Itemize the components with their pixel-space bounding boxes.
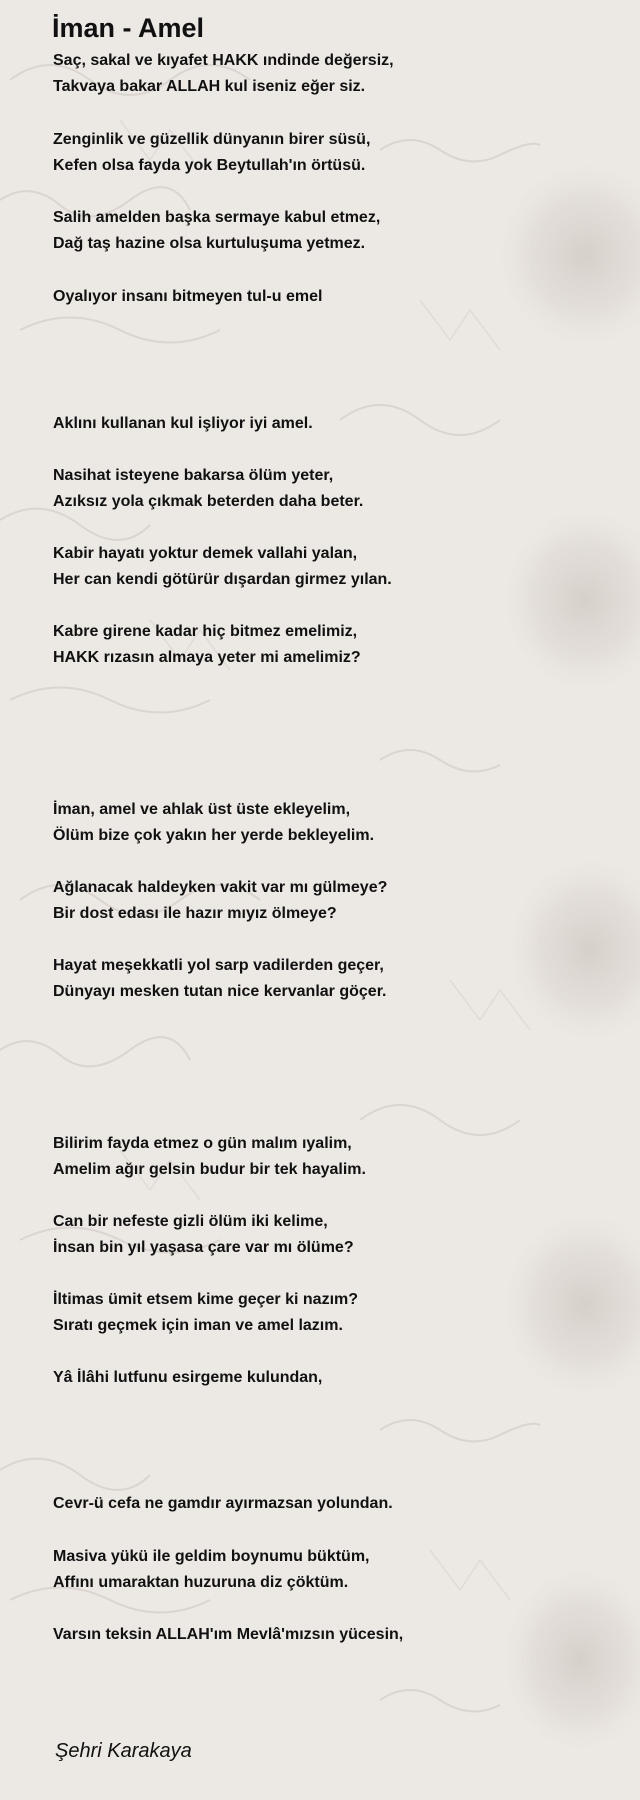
poem-line: Takvaya bakar ALLAH kul iseniz eğer siz.	[53, 78, 366, 95]
poem-line: Salih amelden başka sermaye kabul etmez,	[53, 209, 381, 226]
poem-line: Oyalıyor insanı bitmeyen tul-u emel	[53, 288, 323, 305]
stanza	[53, 1544, 370, 1596]
stanza	[53, 463, 363, 515]
poem-line: Kabre girene kadar hiç bitmez emelimiz,	[53, 623, 358, 640]
stanza	[53, 411, 313, 437]
stanza	[53, 1365, 322, 1391]
poem-line: Sıratı geçmek için iman ve amel lazım.	[53, 1317, 343, 1334]
poem-line: İman, amel ve ahlak üst üste ekleyelim,	[53, 801, 351, 818]
stanza	[53, 619, 361, 671]
stanza	[53, 127, 370, 179]
poem-line: Masiva yükü ile geldim boynumu büktüm,	[53, 1548, 370, 1565]
poem-line: Ağlanacak haldeyken vakit var mı gülmeye?	[53, 879, 388, 896]
poem-title: İman - Amel	[52, 13, 205, 43]
poem-line: Aklını kullanan kul işliyor iyi amel.	[53, 415, 313, 432]
poem-line: İnsan bin yıl yaşasa çare var mı ölüme?	[53, 1239, 354, 1256]
stanza	[53, 797, 374, 849]
stanza	[53, 875, 387, 927]
poem-line: HAKK rızasın almaya yeter mi amelimiz?	[53, 649, 361, 666]
poem-line: Bir dost edası ile hazır mıyız ölmeye?	[53, 905, 337, 922]
poem-line: Kabir hayatı yoktur demek vallahi yalan,	[53, 545, 358, 562]
stanza	[53, 1622, 403, 1648]
poem-line: Dağ taş hazine olsa kurtuluşuma yetmez.	[53, 235, 366, 252]
poem-line: Kefen olsa fayda yok Beytullah'ın örtüsü.	[53, 157, 366, 174]
poem-line: Cevr-ü cefa ne gamdır ayırmazsan yolundan.	[53, 1495, 393, 1512]
author-name: Şehri Karakaya	[55, 1740, 192, 1762]
poem-line: Azıksız yola çıkmak beterden daha beter.	[53, 493, 364, 510]
poem-line: Varsın teksin ALLAH'ım Mevlâ'mızsın yücesin,	[53, 1626, 404, 1643]
poem-line: Ölüm bize çok yakın her yerde bekleyelim.	[53, 827, 375, 844]
poem-line: İltimas ümit etsem kime geçer ki nazım?	[53, 1291, 359, 1308]
poem-line: Affını umaraktan huzuruna diz çöktüm.	[53, 1574, 349, 1591]
stanza	[53, 953, 386, 1005]
poem-line: Hayat meşekkatli yol sarp vadilerden geçer,	[53, 957, 384, 974]
stanza	[53, 48, 394, 100]
stanza	[53, 1287, 358, 1339]
stanza	[53, 205, 380, 257]
poem-line: Nasihat isteyene bakarsa ölüm yeter,	[53, 467, 334, 484]
stanza	[53, 284, 322, 310]
stanza	[53, 1131, 366, 1183]
stanza	[53, 1491, 393, 1517]
poem-line: Amelim ağır gelsin budur bir tek hayalim.	[53, 1161, 366, 1178]
poem-line: Can bir nefeste gizli ölüm iki kelime,	[53, 1213, 328, 1230]
poem-line: Yâ İlâhi lutfunu esirgeme kulundan,	[53, 1369, 323, 1386]
stanza	[53, 541, 392, 593]
stanza	[53, 1209, 354, 1261]
poem-line: Dünyayı mesken tutan nice kervanlar göçer.	[53, 983, 387, 1000]
poem-line: Bilirim fayda etmez o gün malım ıyalim,	[53, 1135, 352, 1152]
poem-line: Zenginlik ve güzellik dünyanın birer süsü,	[53, 131, 371, 148]
poem-line: Her can kendi götürür dışardan girmez yılan.	[53, 571, 392, 588]
poem-line: Saç, sakal ve kıyafet HAKK ındinde değersiz,	[53, 52, 394, 69]
